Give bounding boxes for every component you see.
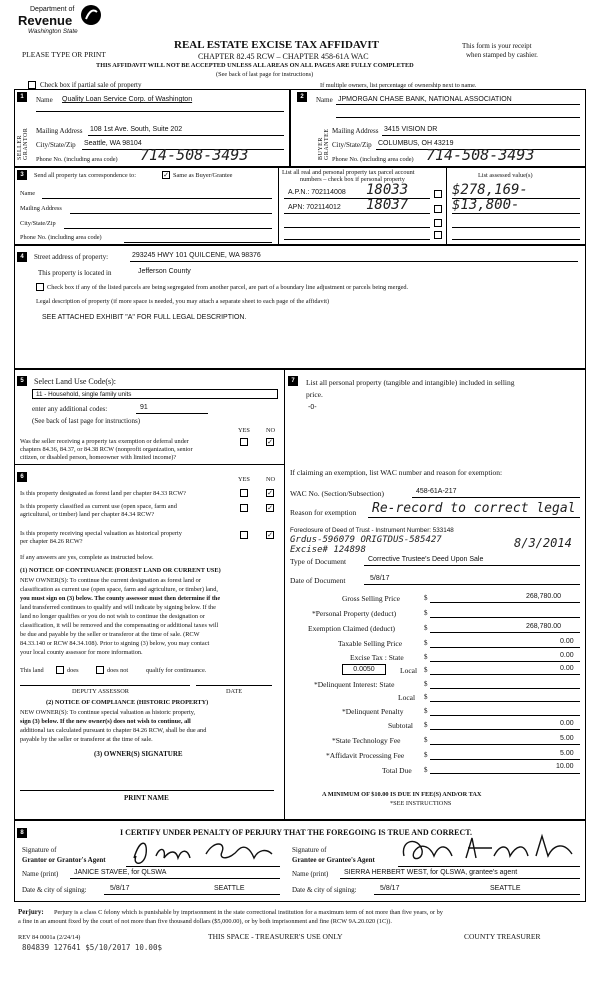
buyer-side-label: BUYER GRANTEE — [318, 128, 330, 160]
affidavit-fee-currency: $ — [424, 751, 428, 759]
notice-continuance-title: (1) NOTICE OF CONTINUANCE (FOREST LAND OR CURRENT USE) — [20, 567, 221, 574]
seller-phone-field[interactable]: 714-508-3493 — [140, 146, 249, 164]
personal-property-field[interactable]: -0- — [308, 404, 317, 411]
treasurer-space-note: THIS SPACE - TREASURER'S USE ONLY — [208, 932, 343, 941]
this-land-label: This land — [20, 667, 44, 674]
reason-field[interactable]: Re-record to correct legal — [372, 501, 576, 516]
land-use-select[interactable]: 11 - Household, single family units — [32, 389, 278, 399]
buyer-name-label: Name — [316, 96, 333, 104]
form-revision: REV 84 0001a (2/24/14) — [18, 934, 81, 941]
grantor-signature-label-2: Grantor or Grantor's Agent — [22, 856, 106, 864]
notice1-line: your local county assessor for more information. — [20, 649, 143, 656]
buyer-phone-field[interactable]: 714-508-3493 — [426, 146, 535, 164]
seller-mailing-label: Mailing Address — [36, 127, 83, 135]
if-yes-note: If any answers are yes, complete as instructed below. — [20, 554, 154, 561]
personal-property-label-1: List all personal property (tangible and intangible) included in selling — [306, 378, 515, 387]
notice2-line: additional tax calculated pursuant to chapter 84.26 RCW, shall be due and — [20, 727, 207, 734]
buyer-city-label: City/State/Zip — [332, 141, 372, 149]
notice2-line: sign (3) below. If the new owner(s) does not wish to continue, all — [20, 718, 191, 725]
gross-price-label: Gross Selling Price — [342, 594, 400, 603]
assessed-header: List assessed value(s) — [478, 172, 533, 179]
notice-compliance-title: (2) NOTICE OF COMPLIANCE (HISTORIC PROPERTY) — [46, 699, 209, 706]
local-field[interactable]: 0.00 — [560, 665, 574, 672]
delinquent-local-label: Local — [398, 693, 416, 702]
section-number-2: 2 — [297, 92, 307, 102]
notice1-line: land transferred continues to qualify and will indicate by signing below. If the — [20, 604, 216, 611]
logo-line-dept: Department of — [30, 6, 75, 13]
notice1-line: classification, it will be removed and the compensating or additional taxes will — [20, 622, 219, 629]
partial-sale-label: Check box if partial sale of property — [40, 81, 142, 89]
assessed-value-1[interactable]: $278,169- — [452, 182, 528, 198]
land-does-not-checkbox[interactable] — [96, 666, 104, 674]
personal-property-label-2: price. — [306, 390, 323, 399]
grantee-signature-label-2: Grantee or Grantee's Agent — [292, 856, 375, 864]
current-use-yes-checkbox[interactable] — [240, 504, 248, 512]
seller-name-field[interactable]: Quality Loan Service Corp. of Washington — [62, 96, 193, 103]
receipt-note-2: when stamped by cashier. — [466, 51, 538, 59]
segregated-label: Check box if any of the listed parcels are being segregated from another parcel, are part of a boundary line adjustment or parcels being merged. — [47, 284, 409, 291]
buyer-mailing-field[interactable]: 3415 VISION DR — [384, 126, 438, 133]
parcel-1-personal-checkbox[interactable] — [434, 190, 442, 198]
exemption-currency: $ — [424, 624, 428, 632]
form-chapter: CHAPTER 82.45 RCW – CHAPTER 458-61A WAC — [198, 52, 369, 61]
wac-field[interactable]: 458-61A-217 — [416, 488, 457, 495]
seller-city-label: City/State/Zip — [36, 141, 76, 149]
tech-fee-label: *State Technology Fee — [332, 736, 401, 745]
buyer-mailing-label: Mailing Address — [332, 127, 379, 135]
notice2-line: NEW OWNER(S): To continue special valuation as historic property, — [20, 709, 196, 716]
subtotal-label: Subtotal — [388, 721, 414, 730]
yes-header-1: YES — [238, 427, 250, 434]
notice1-line: be due and payable by the seller or transferor at the time of sale. (RCW — [20, 631, 200, 638]
subtotal-currency: $ — [424, 721, 428, 729]
land-does-label: does — [67, 667, 79, 674]
perjury-label: Perjury: — [18, 908, 44, 916]
section-number-3: 3 — [17, 170, 27, 180]
seller-mailing-field[interactable]: 108 1st Ave. South, Suite 202 — [90, 126, 183, 133]
land-use-label: Select Land Use Code(s): — [34, 377, 116, 386]
reason-label: Reason for exemption — [290, 508, 357, 517]
correspondence-label: Send all property tax correspondence to: — [34, 172, 136, 179]
grantee-date-field[interactable]: 5/8/17 — [380, 885, 400, 892]
additional-codes-label: enter any additional codes: — [32, 405, 108, 413]
grantor-signature-label-1: Signature of — [22, 846, 57, 854]
minimum-note: A MINIMUM OF $10.00 IS DUE IN FEE(S) AND/OR TAX — [322, 791, 482, 798]
notice1-line: classification as current use (open space, farm and agriculture, or timber) land, — [20, 586, 218, 593]
reason-handwritten-1: Grdus-596079 ORIGTDUS-585427 — [290, 535, 442, 545]
local-label: Local — [400, 666, 418, 675]
notice2-line: payable by the seller or transferor at the time of sale. — [20, 736, 153, 743]
document-date-field[interactable]: 5/8/17 — [370, 575, 390, 582]
exemption-question-l2: chapters 84.36, 84.37, or 84.38 RCW (nonprofit organization, senior — [20, 446, 193, 453]
assessed-value-2[interactable]: $13,800- — [452, 197, 520, 213]
section-number-1: 1 — [17, 92, 27, 102]
seller-phone-label: Phone No. (including area code) — [36, 156, 118, 163]
no-header-2: NO — [266, 476, 276, 483]
see-instructions-note: *SEE INSTRUCTIONS — [390, 800, 452, 807]
current-use-no-checkbox[interactable]: ✓ — [267, 504, 273, 512]
historic-yes-checkbox[interactable] — [240, 531, 248, 539]
county-field[interactable]: Jefferson County — [138, 268, 191, 275]
exemption-question-l1: Was the seller receiving a property tax exemption or deferral under — [20, 438, 189, 445]
treasurer-stamp: 804839 127641 $5/10/2017 10.00$ — [22, 943, 162, 952]
dor-logo — [18, 4, 108, 38]
historic-no-checkbox[interactable]: ✓ — [267, 531, 273, 539]
grantor-name-label: Name (print) — [22, 870, 59, 878]
total-due-field[interactable]: 10.00 — [556, 763, 574, 770]
grantor-date-label: Date & city of signing: — [22, 886, 87, 894]
legal-field[interactable]: SEE ATTACHED EXHIBIT "A" FOR FULL LEGAL DESCRIPTION. — [42, 314, 247, 321]
county-treasurer-label: COUNTY TREASURER — [464, 932, 541, 941]
seller-name-label: Name — [36, 96, 53, 104]
grantee-name-label: Name (print) — [292, 870, 329, 878]
section-number-4: 4 — [17, 252, 27, 262]
receipt-note-1: This form is your receipt — [462, 42, 532, 50]
additional-codes-field[interactable]: 91 — [140, 404, 148, 411]
form-warning: THIS AFFIDAVIT WILL NOT BE ACCEPTED UNLESS ALL AREAS ON ALL PAGES ARE FULLY COMPLETED — [96, 62, 414, 69]
grantee-date-label: Date & city of signing: — [292, 886, 357, 894]
local-currency: $ — [424, 666, 428, 674]
tech-fee-currency: $ — [424, 736, 428, 744]
grantee-signature-label-1: Signature of — [292, 846, 327, 854]
see-back-note: (See back of last page for instructions) — [216, 71, 314, 78]
notice1-line: land no longer qualifies or you do not wish to continue the designation or — [20, 613, 205, 620]
street-label: Street address of property: — [34, 253, 109, 261]
grantor-signature-field[interactable] — [126, 836, 276, 868]
grantee-city-field[interactable]: SEATTLE — [490, 885, 521, 892]
excise-state-label: Excise Tax : State — [350, 653, 404, 662]
current-use-question-l1: Is this property classified as current use (open space, farm and — [20, 503, 177, 510]
logo-line-revenue: Revenue — [18, 13, 73, 28]
section-number-8: 8 — [17, 828, 27, 838]
grantor-name-field[interactable]: JANICE STAVEE, for QLSWA — [74, 869, 167, 876]
same-as-buyer-label: Same as Buyer/Grantee — [173, 172, 233, 179]
parcel-list-header-1: List all real and personal property tax parcel account — [282, 169, 415, 176]
historic-question-l1: Is this property receiving special valuation as historical property — [20, 530, 182, 537]
parcel-2-field[interactable]: APN: 702114012 — [288, 204, 341, 211]
affidavit-fee-label: *Affidavit Processing Fee — [326, 751, 405, 760]
parcel-2-personal-checkbox[interactable] — [434, 205, 442, 213]
perjury-line-2: a fine in an amount fixed by the court of not more than five thousand dollars ($5,000.00), or by both imprisonment and fine (RCW 9A.20.020 (1C)). — [18, 918, 392, 925]
wac-label: WAC No. (Section/Subsection) — [290, 489, 384, 498]
parcel-1-handwritten: 18033 — [366, 182, 409, 198]
street-field[interactable]: 293245 HWY 101 QUILCENE, WA 98376 — [132, 252, 261, 259]
forest-question: Is this property designated as forest land per chapter 84.33 RCW? — [20, 490, 186, 497]
corr-city-label: City/State/Zip — [20, 220, 56, 227]
multiple-owners-note: If multiple owners, list percentage of ownership next to name. — [320, 82, 477, 89]
parcel-4-personal-checkbox[interactable] — [434, 231, 442, 239]
gross-price-field[interactable]: 268,780.00 — [526, 593, 562, 600]
section-number-7: 7 — [288, 376, 298, 386]
gross-currency: $ — [424, 594, 428, 602]
section-number-6: 6 — [17, 472, 27, 482]
delinquent-local-currency: $ — [424, 693, 428, 701]
forest-yes-checkbox[interactable] — [240, 489, 248, 497]
document-type-label: Type of Document — [290, 557, 347, 566]
excise-state-currency: $ — [424, 653, 428, 661]
subtotal-field[interactable]: 0.00 — [560, 720, 574, 727]
document-date-label: Date of Document — [290, 576, 346, 585]
print-name-label: PRINT NAME — [124, 794, 169, 802]
parcel-2-handwritten: 18037 — [366, 197, 409, 213]
print-note: PLEASE TYPE OR PRINT — [22, 50, 106, 59]
seller-side-label: SELLER GRANTOR — [17, 127, 29, 160]
corr-phone-label: Phone No. (including area code) — [20, 234, 102, 241]
land-does-not-label: does not — [107, 667, 129, 674]
exemption-question-l3: citizen, or disabled person, homeowner with limited income)? — [20, 454, 177, 461]
buyer-name-field[interactable]: JPMORGAN CHASE BANK, NATIONAL ASSOCIATION — [338, 96, 512, 103]
same-as-buyer-checkbox[interactable]: ✓ — [163, 171, 169, 179]
logo-emblem-icon — [80, 4, 102, 26]
certify-statement: I CERTIFY UNDER PENALTY OF PERJURY THAT THE FOREGOING IS TRUE AND CORRECT. — [120, 828, 473, 837]
corr-name-label: Name — [20, 190, 36, 197]
delinquent-penalty-currency: $ — [424, 707, 428, 715]
delinquent-state-label: *Delinquent Interest: State — [314, 680, 395, 689]
grantee-name-field[interactable]: SIERRA HERBERT WEST, for QLSWA, grantee's agent — [344, 869, 518, 876]
exemption-claimed-label: Exemption Claimed (deduct) — [308, 624, 396, 633]
taxable-price-label: Taxable Selling Price — [338, 639, 403, 648]
corr-mailing-label: Mailing Address — [20, 205, 62, 212]
reason-handwritten-date: 8/3/2014 — [514, 536, 572, 550]
buyer-phone-label: Phone No. (including area code) — [332, 156, 414, 163]
exemption-claim-label: If claiming an exemption, list WAC number and reason for exemption: — [290, 468, 503, 477]
grantee-signature-field[interactable] — [396, 832, 582, 868]
affidavit-fee-field[interactable]: 5.00 — [560, 750, 574, 757]
total-due-label: Total Due — [382, 766, 412, 775]
seller-city-field[interactable]: Seattle, WA 98104 — [84, 140, 142, 147]
partial-sale-checkbox[interactable] — [28, 81, 36, 89]
grantor-date-field[interactable]: 5/8/17 — [110, 885, 130, 892]
buyer-city-field[interactable]: COLUMBUS, OH 43219 — [378, 140, 454, 147]
notice1-line: you must sign on (3) below. The county assessor must then determine if the — [20, 595, 221, 602]
qualify-label: qualify for continuance. — [146, 667, 207, 674]
personal-deduct-currency: $ — [424, 609, 428, 617]
local-rate-field[interactable]: 0.0050 — [342, 664, 386, 675]
personal-deduct-label: *Personal Property (deduct) — [312, 609, 397, 618]
parcel-3-personal-checkbox[interactable] — [434, 219, 442, 227]
yes-header-2: YES — [238, 476, 250, 483]
deputy-date-label: DATE — [226, 688, 243, 695]
forest-no-checkbox[interactable]: ✓ — [267, 489, 273, 497]
land-use-see-back: (See back of last page for instructions) — [32, 417, 141, 425]
delinquent-state-currency: $ — [424, 680, 428, 688]
notice1-line: NEW OWNER(S): To continue the current designation as forest land or — [20, 577, 201, 584]
current-use-question-l2: agricultural, or timber) land per chapter 84.34 RCW? — [20, 511, 155, 518]
foreclosure-field: Foreclosure of Deed of Trust - Instrument Number: 533148 — [290, 527, 454, 534]
reason-handwritten-2: Excise# 124898 — [290, 545, 366, 555]
no-header-1: NO — [266, 427, 276, 434]
excise-state-field[interactable]: 0.00 — [560, 652, 574, 659]
form-title: REAL ESTATE EXCISE TAX AFFIDAVIT — [174, 39, 379, 51]
section-property — [14, 245, 586, 369]
perjury-line-1: Perjury is a class C felony which is punishable by imprisonment in the state correctional institution for a maximum term of not more than five years, or by — [54, 909, 443, 916]
land-does-checkbox[interactable] — [56, 666, 64, 674]
section-number-5: 5 — [17, 376, 27, 386]
located-label: This property is located in — [38, 269, 112, 277]
exemption-yes-checkbox[interactable] — [240, 438, 248, 446]
document-type-field[interactable]: Corrective Trustee's Deed Upon Sale — [368, 556, 484, 563]
segregated-checkbox[interactable] — [36, 283, 44, 291]
taxable-price-field[interactable]: 0.00 — [560, 638, 574, 645]
delinquent-penalty-label: *Delinquent Penalty — [342, 707, 404, 716]
exemption-claimed-field[interactable]: 268,780.00 — [526, 623, 562, 630]
deputy-assessor-label: DEPUTY ASSESSOR — [72, 688, 129, 695]
legal-label: Legal description of property (if more space is needed, you may attach a separate sheet to each page of the affidavit) — [36, 298, 330, 305]
total-currency: $ — [424, 766, 428, 774]
parcel-1-field[interactable]: A.P.N.: 702114008 — [288, 189, 346, 196]
grantor-city-field[interactable]: SEATTLE — [214, 885, 245, 892]
parcel-list-header-2: numbers – check box if personal property — [300, 176, 405, 183]
exemption-no-checkbox[interactable]: ✓ — [267, 438, 273, 446]
owner-signature-line[interactable] — [20, 790, 274, 791]
taxable-currency: $ — [424, 639, 428, 647]
notice1-line: 84.33.140 or RCW 84.34.108). Prior to signing (3) below, you may contact — [20, 640, 210, 647]
tech-fee-field[interactable]: 5.00 — [560, 735, 574, 742]
historic-question-l2: per chapter 84.26 RCW? — [20, 538, 83, 545]
owner-signature-label: (3) OWNER(S) SIGNATURE — [94, 750, 183, 758]
logo-line-state: Washington State — [28, 28, 78, 35]
